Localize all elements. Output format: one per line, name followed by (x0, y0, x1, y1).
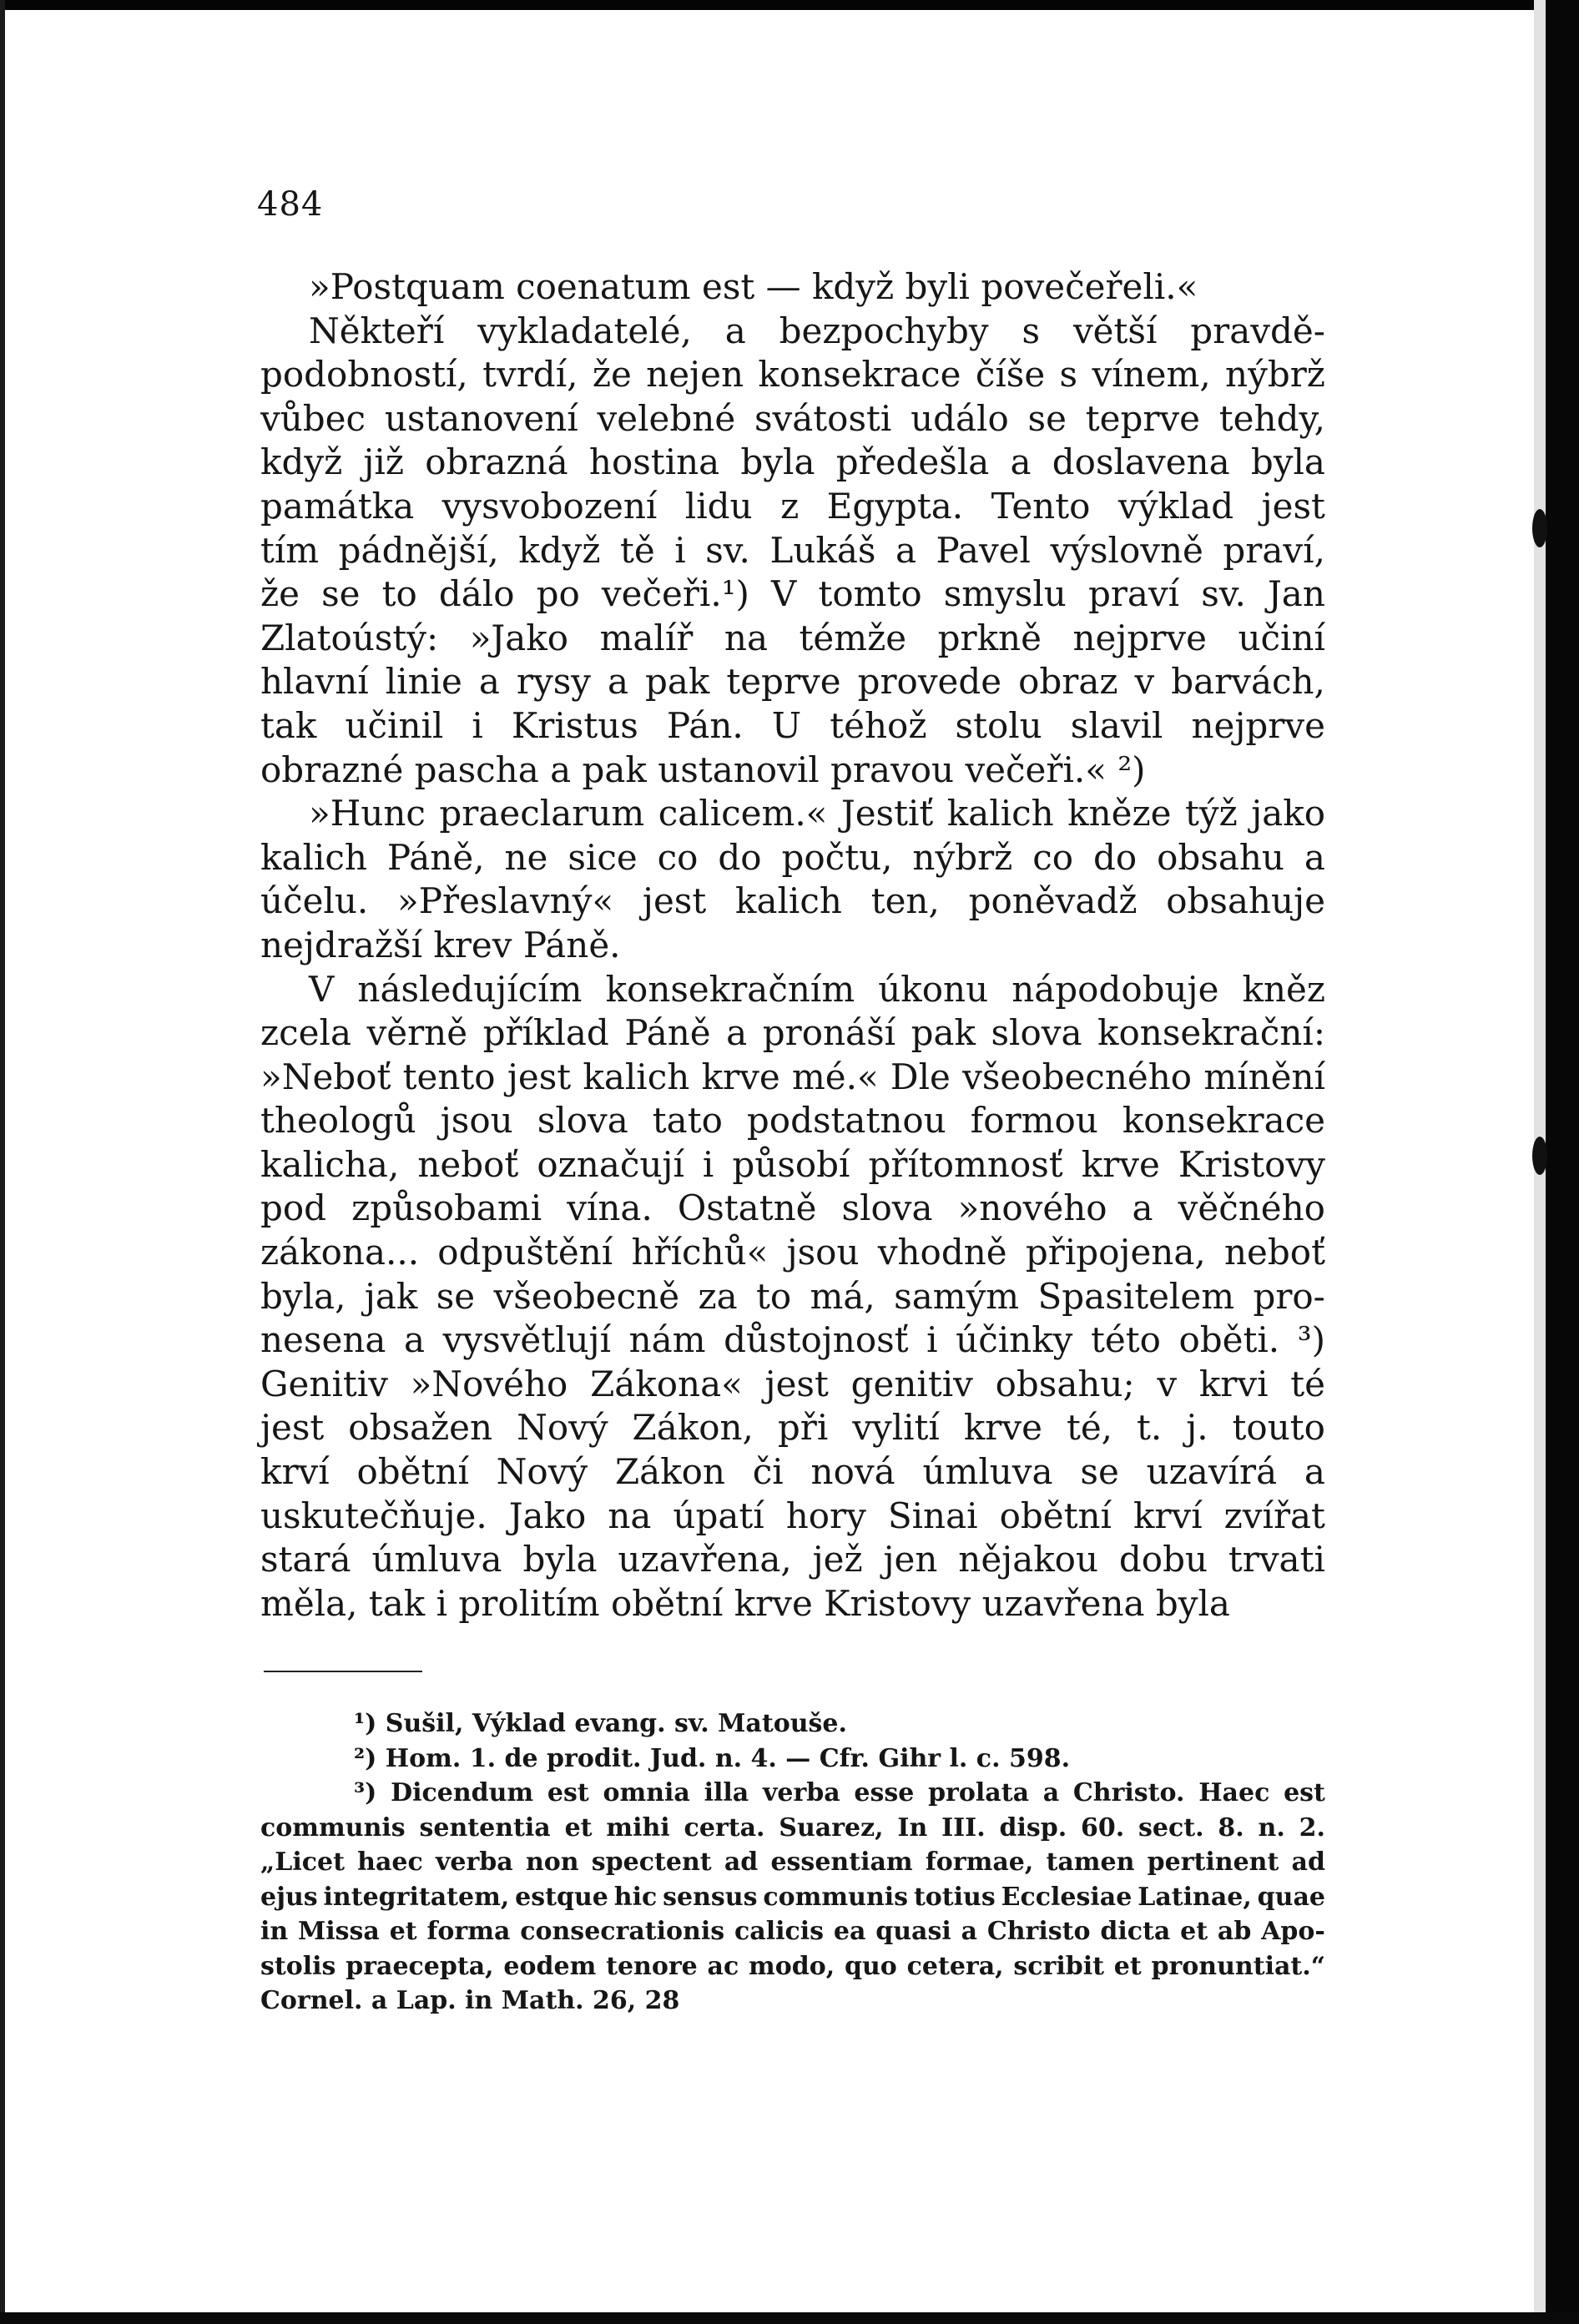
text-line: hlavní linie a rysy a pak teprve provede obraz v barvách, (260, 661, 1325, 703)
text-line: jest obsažen Nový Zákon, při vylití krve té, t. j. touto (260, 1407, 1325, 1449)
text-line: kalich Páně, ne sice co do počtu, nýbrž co do obsahu a (260, 836, 1325, 878)
footnote-line: communis sententia et mihi certa. Suarez, In III. disp. 60. sect. 8. n. 2. (260, 1812, 1325, 1843)
text-line: vůbec ustanovení velebné svátosti událo se teprve tehdy, (260, 397, 1325, 439)
scan-border-right (1546, 0, 1579, 2324)
binding-mark (1532, 509, 1547, 547)
text-line: theologů jsou slova tato podstatnou formou konsekrace (260, 1100, 1325, 1142)
footnote-line: in Missa et forma consecrationis calicis ea quasi a Christo dicta et ab Apo- (260, 1917, 1325, 1946)
text-line: »Neboť tento jest kalich krve mé.« Dle všeobecného mínění (260, 1056, 1325, 1097)
text-line: památka vysvobození lidu z Egypta. Tento výklad jest (260, 485, 1325, 527)
footnote-line: ¹) Sušil, Výklad evang. sv. Matouše. (354, 1709, 847, 1738)
footnote-line: ejus integritatem, estque hic sensus communis totius Ecclesiae Latinae, quae (260, 1882, 1325, 1912)
footnote-line: stolis praecepta, eodem tenore ac modo, quo cetera, scribit et pronuntiat.“ (260, 1951, 1325, 1981)
text-line: kalicha, neboť označují i působí přítomnosť krve Kristovy (260, 1143, 1325, 1185)
text-line: nesena a vysvětlují nám důstojnosť i účinky této oběti. ³) (260, 1319, 1325, 1361)
text-line: Zlatoústý: »Jako malíř na témže prkně nejprve učiní (260, 617, 1325, 658)
scan-border-left (0, 0, 5, 2324)
text-line: krví obětní Nový Zákon či nová úmluva se uzavírá a (260, 1451, 1325, 1493)
text-line: měla, tak i prolitím obětní krve Kristovy uzavřena byla (260, 1582, 1230, 1624)
text-line: účelu. »Přeslavný« jest kalich ten, poněvadž obsahuje (260, 880, 1325, 922)
footnote-line: Cornel. a Lap. in Math. 26, 28 (260, 1986, 680, 2015)
footnote-line: „Licet haec verba non spectent ad essentiam formae, tamen pertinent ad (260, 1848, 1325, 1877)
text-line: zcela věrně příklad Páně a pronáší pak slova konsekrační: (260, 1012, 1325, 1054)
text-line: uskutečňuje. Jako na úpatí hory Sinai obětní krví zvířat (260, 1495, 1325, 1536)
scan-border-top (0, 0, 1579, 10)
text-line: stará úmluva byla uzavřena, jež jen nějakou dobu trvati (260, 1539, 1325, 1580)
scan-border-bottom (0, 2312, 1579, 2324)
text-line: že se to dálo po večeři.¹) V tomto smyslu praví sv. Jan (260, 573, 1325, 615)
footnote-line: ²) Hom. 1. de prodit. Jud. n. 4. — Cfr. Gihr l. c. 598. (354, 1743, 1071, 1773)
text-line: zákona... odpuštění hříchů« jsou vhodně připojena, neboť (260, 1232, 1325, 1273)
text-line: tím pádnější, když tě i sv. Lukáš a Pavel výslovně praví, (260, 529, 1325, 571)
text-line: Někteří vykladatelé, a bezpochyby s větší pravdě- (309, 310, 1325, 351)
text-line: byla, jak se všeobecně za to má, samým Spasitelem pro- (260, 1275, 1325, 1317)
text-line: podobností, tvrdí, že nejen konsekrace číše s vínem, nýbrž (260, 354, 1325, 396)
text-line: »Postquam coenatum est — když byli povečeřeli.« (309, 266, 1198, 307)
text-line: pod způsobami vína. Ostatně slova »nového a věčného (260, 1187, 1325, 1229)
text-line: Genitiv »Nového Zákona« jest genitiv obsahu; v krvi té (260, 1363, 1325, 1404)
text-line: »Hunc praeclarum calicem.« Jestiť kalich kněze týž jako (309, 793, 1325, 834)
text-line: nejdražší krev Páně. (260, 924, 621, 965)
text-line: tak učinil i Kristus Pán. U téhož stolu slavil nejprve (260, 704, 1325, 746)
page-number: 484 (257, 185, 324, 224)
footnotes (260, 1706, 1325, 2019)
body-text (260, 265, 1325, 1626)
footnote-line: ³) Dicendum est omnia illa verba esse prolata a Christo. Haec est (354, 1778, 1325, 1807)
text-line: V následujícím konsekračním úkonu nápodobuje kněz (309, 968, 1325, 1010)
text-line: když již obrazná hostina byla předešla a doslavena byla (260, 441, 1325, 483)
footnote-separator (264, 1671, 422, 1672)
binding-mark (1532, 1137, 1547, 1175)
text-line: obrazné pascha a pak ustanovil pravou večeři.« ²) (260, 749, 1146, 790)
